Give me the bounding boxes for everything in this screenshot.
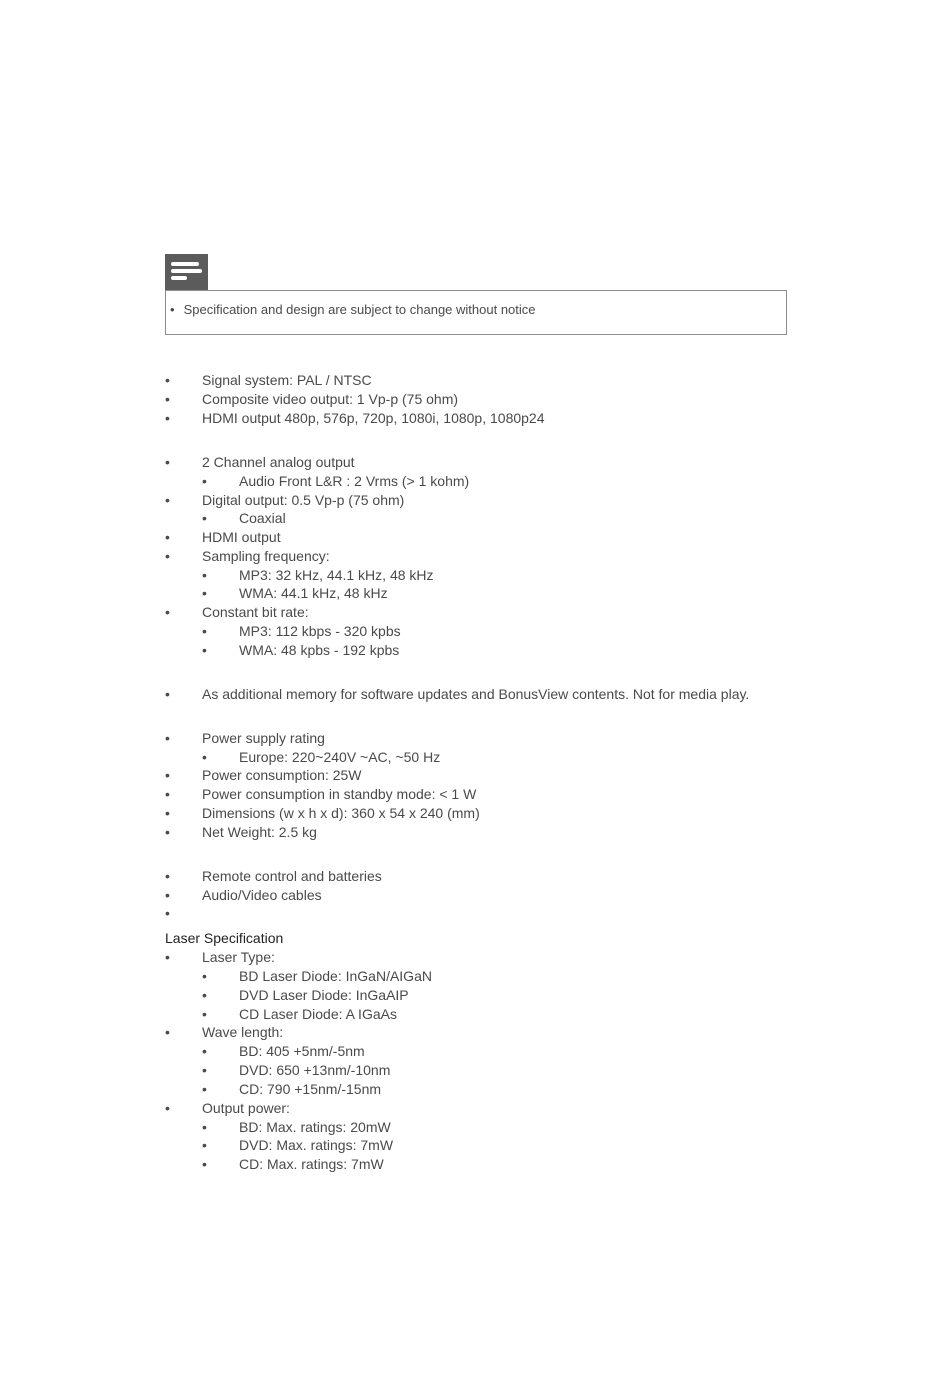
bullet: • — [202, 1043, 207, 1059]
bullet: • — [202, 1156, 207, 1172]
bullet: • — [202, 1081, 207, 1097]
spec-standby: Power consumption in standby mode: < 1 W — [202, 786, 477, 802]
note-lines-icon — [165, 254, 208, 290]
bullet: • — [202, 567, 207, 583]
laser-type-dvd: DVD Laser Diode: InGaAIP — [239, 987, 409, 1003]
laser-heading: Laser Specification — [165, 930, 284, 946]
laser-power: Output power: — [202, 1100, 290, 1116]
laser-wave-bd: BD: 405 +5nm/-5nm — [239, 1043, 365, 1059]
spec-composite-output: Composite video output: 1 Vp-p (75 ohm) — [202, 391, 459, 407]
laser-wave-cd: CD: 790 +15nm/-15nm — [239, 1081, 382, 1097]
bullet: • — [202, 749, 207, 765]
laser-power-cd: CD: Max. ratings: 7mW — [239, 1156, 384, 1172]
spec-analog-output: 2 Channel analog output — [202, 454, 355, 470]
bullet: • — [202, 642, 207, 658]
spec-power-europe: Europe: 220~240V ~AC, ~50 Hz — [239, 749, 441, 765]
bullet: • — [165, 887, 170, 903]
spec-bitrate: Constant bit rate: — [202, 604, 309, 620]
spec-coaxial: Coaxial — [239, 510, 286, 526]
bullet: • — [165, 824, 170, 840]
bullet: • — [202, 623, 207, 639]
bullet: • — [165, 548, 170, 564]
note-body: Specification and design are subject to change without notice — [183, 302, 536, 317]
bullet: • — [165, 604, 170, 620]
laser-wave: Wave length: — [202, 1024, 284, 1040]
bullet: • — [165, 767, 170, 783]
bullet: • — [170, 302, 175, 317]
spec-memory: As additional memory for software updates and BonusView contents. Not for media play. — [202, 686, 750, 702]
laser-power-dvd: DVD: Max. ratings: 7mW — [239, 1137, 394, 1153]
bullet: • — [165, 529, 170, 545]
bullet: • — [165, 786, 170, 802]
bullet: • — [165, 868, 170, 884]
laser-wave-dvd: DVD: 650 +13nm/-10nm — [239, 1062, 391, 1078]
bullet: • — [202, 585, 207, 601]
bullet: • — [165, 730, 170, 746]
bullet: • — [165, 454, 170, 470]
spec-hdmi-video-output: HDMI output 480p, 576p, 720p, 1080i, 1080p, 1080p24 — [202, 410, 545, 426]
bullet: • — [165, 805, 170, 821]
bullet: • — [202, 968, 207, 984]
bullet: • — [165, 1024, 170, 1040]
bullet: • — [165, 391, 170, 407]
bullet: • — [202, 1137, 207, 1153]
bullet: • — [202, 1062, 207, 1078]
bullet: • — [165, 410, 170, 426]
spec-bitrate-wma: WMA: 48 kpbs - 192 kpbs — [239, 642, 400, 658]
bullet: • — [165, 686, 170, 702]
bullet: • — [202, 473, 207, 489]
bullet: • — [165, 492, 170, 508]
spec-sampling-mp3: MP3: 32 kHz, 44.1 kHz, 48 kHz — [239, 567, 434, 583]
spec-sampling: Sampling frequency: — [202, 548, 330, 564]
bullet: • — [202, 1006, 207, 1022]
spec-weight: Net Weight: 2.5 kg — [202, 824, 317, 840]
accessory-remote: Remote control and batteries — [202, 868, 382, 884]
bullet: • — [165, 905, 170, 921]
laser-power-bd: BD: Max. ratings: 20mW — [239, 1119, 391, 1135]
note-text — [170, 302, 536, 317]
spec-digital-output: Digital output: 0.5 Vp-p (75 ohm) — [202, 492, 405, 508]
spec-audio-front: Audio Front L&R : 2 Vrms (> 1 kohm) — [239, 473, 470, 489]
spec-hdmi-audio-output: HDMI output — [202, 529, 281, 545]
bullet: • — [202, 1119, 207, 1135]
spec-sampling-wma: WMA: 44.1 kHz, 48 kHz — [239, 585, 388, 601]
laser-type: Laser Type: — [202, 949, 275, 965]
spec-bitrate-mp3: MP3: 112 kbps - 320 kpbs — [239, 623, 401, 639]
note-box — [165, 290, 787, 335]
spec-dimensions: Dimensions (w x h x d): 360 x 54 x 240 (mm) — [202, 805, 480, 821]
bullet: • — [202, 510, 207, 526]
spec-power-consumption: Power consumption: 25W — [202, 767, 362, 783]
bullet: • — [165, 372, 170, 388]
laser-type-cd: CD Laser Diode: A IGaAs — [239, 1006, 397, 1022]
spec-signal-system: Signal system: PAL / NTSC — [202, 372, 372, 388]
bullet: • — [165, 949, 170, 965]
bullet: • — [165, 1100, 170, 1116]
accessory-cables: Audio/Video cables — [202, 887, 322, 903]
bullet: • — [202, 987, 207, 1003]
laser-type-bd: BD Laser Diode: InGaN/AIGaN — [239, 968, 432, 984]
spec-power-rating: Power supply rating — [202, 730, 325, 746]
